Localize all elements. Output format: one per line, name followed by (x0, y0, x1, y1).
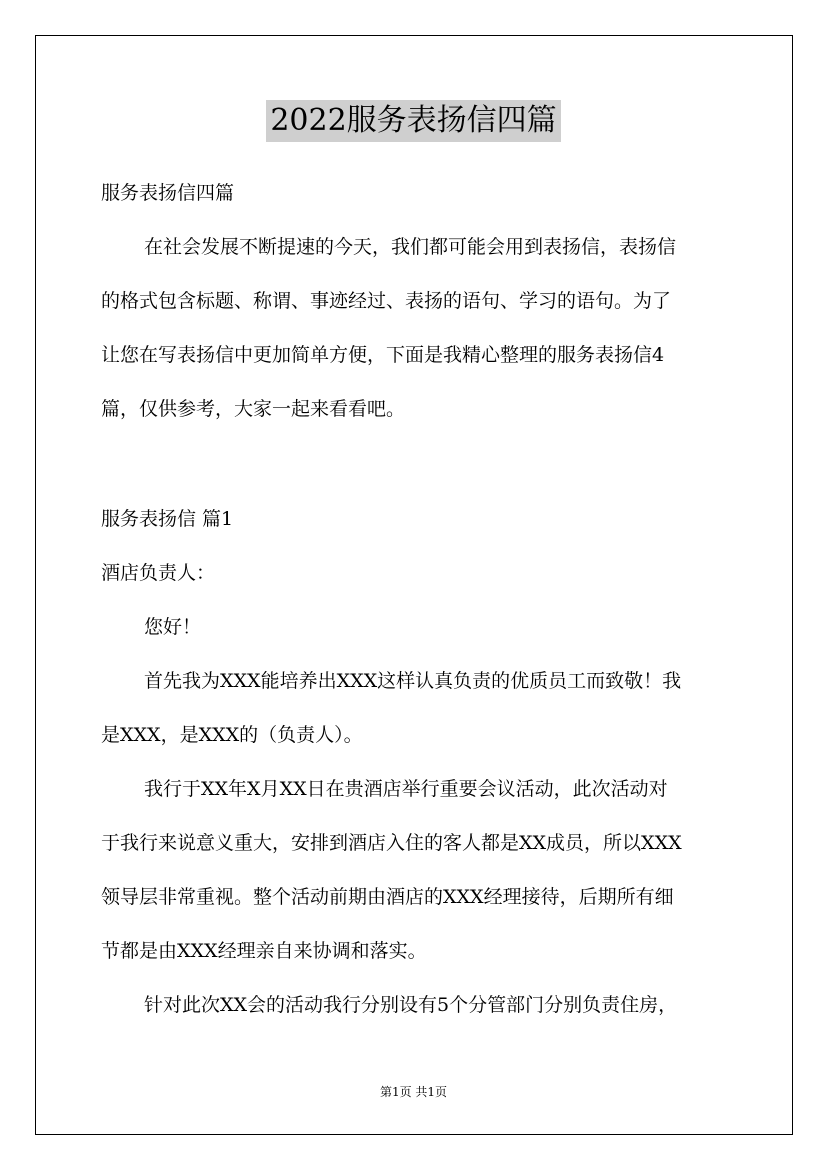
document-title-text: 2022服务表扬信四篇 (266, 100, 560, 142)
paragraph-line: 节都是由XXX经理亲自来协调和落实。 (101, 940, 427, 962)
section-heading: 服务表扬信 篇1 (101, 508, 234, 530)
greeting-line: 您好！ (144, 616, 202, 638)
paragraph-line: 是XXX，是XXX的（负责人）。 (101, 724, 363, 746)
paragraph-line: 领导层非常重视。整个活动前期由酒店的XXX经理接待，后期所有细 (101, 886, 674, 908)
paragraph-line: 我行于XX年X月XX日在贵酒店举行重要会议活动，此次活动对 (144, 778, 668, 800)
paragraph-line: 在社会发展不断提速的今天，我们都可能会用到表扬信，表扬信 (144, 236, 677, 258)
page-footer: 第1页 共1页 (379, 1085, 448, 1099)
paragraph-line: 篇，仅供参考，大家一起来看看吧。 (101, 398, 406, 420)
paragraph-line: 于我行来说意义重大，安排到酒店入住的客人都是XX成员，所以XXX (101, 832, 682, 854)
document-title (0, 100, 827, 142)
paragraph-line: 针对此次XX会的活动我行分别设有5个分管部门分别负责住房， (144, 994, 678, 1016)
paragraph-line: 的格式包含标题、称谓、事迹经过、表扬的语句、学习的语句。为了 (101, 290, 672, 312)
salutation-line: 酒店负责人： (101, 562, 216, 584)
paragraph-line: 首先我为XXX能培养出XXX这样认真负责的优质员工而致敬！我 (144, 670, 682, 692)
subtitle-line: 服务表扬信四篇 (101, 182, 235, 204)
paragraph-line: 让您在写表扬信中更加简单方便，下面是我精心整理的服务表扬信4 (101, 344, 665, 366)
